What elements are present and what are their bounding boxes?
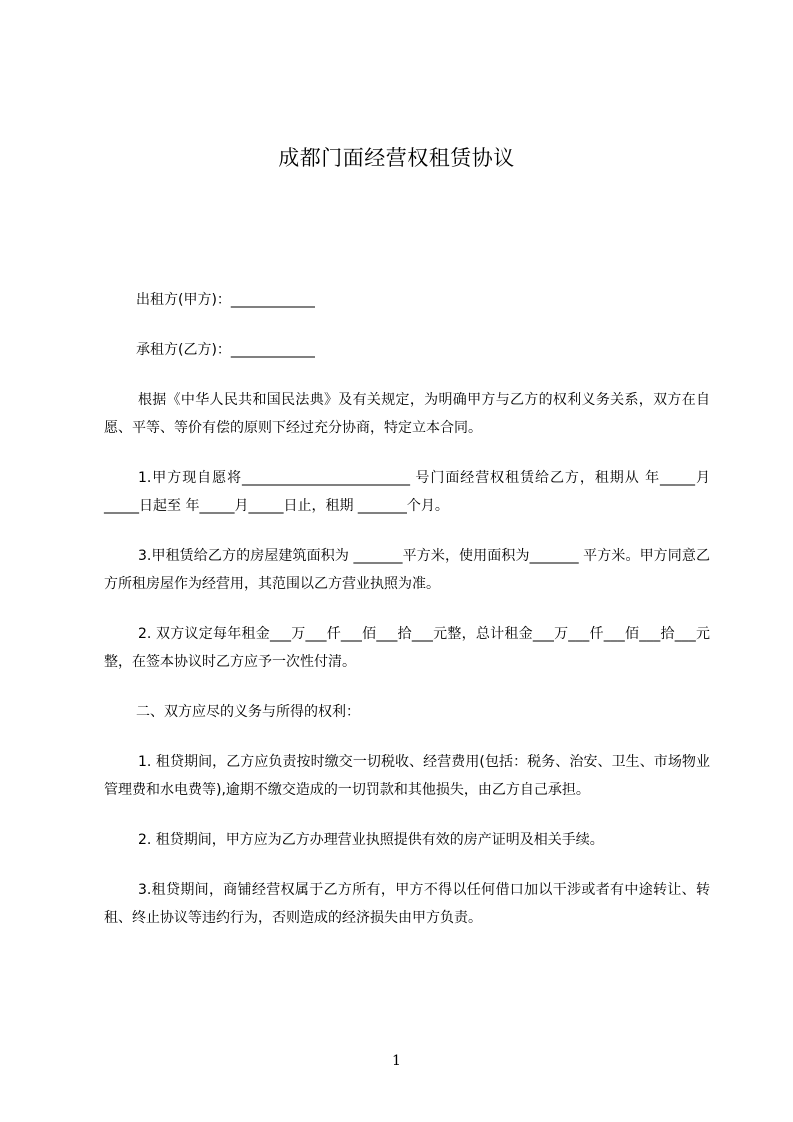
duty-3-paragraph: 3.租贷期间，商铺经营权属于乙方所有，甲方不得以任何借口加以干涉或者有中途转让、转租、终止协议等违约行为，否则造成的经济损失由甲方负责。 [104,882,710,926]
document-title: 成都门面经营权租赁协议 [278,146,515,170]
page-number: 1 [392,1053,401,1069]
party-a-line: 出租方(甲方)：____________ [136,292,315,308]
clause-1-paragraph: 1.甲方现自愿将________________________ 号门面经营权租赁给乙方，租期从 年_____月_____日起至 年_____月_____日止，租期 _______个月。 [104,470,710,514]
clause-2-rent-paragraph: 2. 双方议定每年租金___万___仟___佰___拾___元整，总计租金___万___仟___佰___拾___元整，在签本协议时乙方应予一次性付清。 [104,626,710,670]
clause-3-area-paragraph: 3.甲租赁给乙方的房屋建筑面积为 _______平方米，使用面积为_______ 平方米。甲方同意乙方所租房屋作为经营用，其范围以乙方营业执照为准。 [104,548,710,592]
document-body [104,286,710,932]
party-b-line: 承租方(乙方)：____________ [136,342,315,358]
section-2-heading: 二、双方应尽的义务与所得的权利： [136,704,360,720]
duty-1-paragraph: 1. 租贷期间，乙方应负责按时缴交一切税收、经营费用(包括：税务、治安、卫生、市场物业管理费和水电费等),逾期不缴交造成的一切罚款和其他损失，由乙方自己承担。 [104,754,710,798]
intro-paragraph: 根据《中华人民共和国民法典》及有关规定，为明确甲方与乙方的权利义务关系，双方在自愿、平等、等价有偿的原则下经过充分协商，特定立本合同。 [104,392,710,436]
duty-2-paragraph: 2. 租贷期间，甲方应为乙方办理营业执照提供有效的房产证明及相关手续。 [138,832,604,848]
